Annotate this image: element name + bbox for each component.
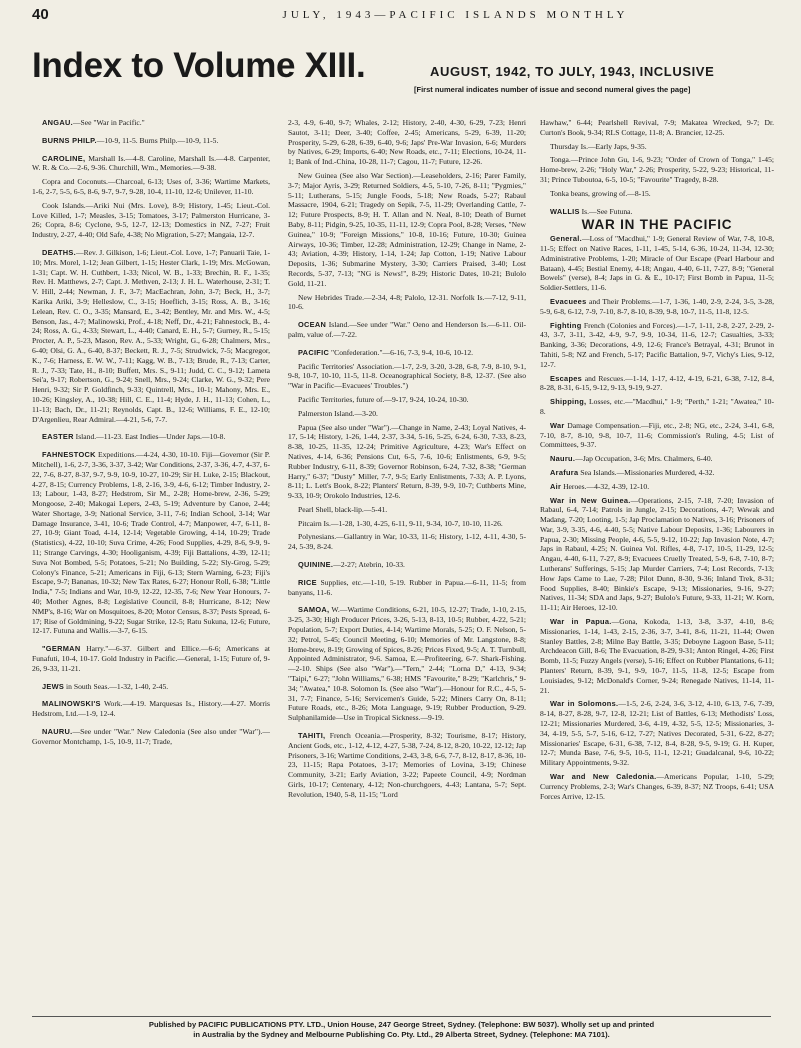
index-entry bbox=[540, 468, 774, 478]
index-entry bbox=[32, 177, 270, 197]
entry-headword: PACIFIC bbox=[298, 347, 330, 357]
entry-headword: War and New Caledonia. bbox=[550, 772, 657, 782]
publisher-footer bbox=[32, 1016, 771, 1044]
index-entry bbox=[540, 189, 774, 199]
entry-headword: Fighting bbox=[550, 320, 582, 330]
entry-headword: War in Papua. bbox=[550, 617, 612, 627]
entry-headword: Nauru. bbox=[550, 454, 576, 464]
index-entry bbox=[540, 454, 774, 464]
entry-headword: War in Solomons. bbox=[550, 699, 619, 709]
index-entry bbox=[288, 423, 526, 501]
index-entry bbox=[32, 644, 270, 673]
index-entry bbox=[288, 578, 526, 598]
index-entry bbox=[32, 136, 270, 146]
index-entry bbox=[32, 154, 270, 174]
index-entry bbox=[288, 519, 526, 529]
entry-text: Tonka beans, growing of.—8-15. bbox=[550, 188, 651, 198]
index-entry bbox=[288, 118, 526, 167]
entry-text: W.—Wartime Conditions, 6-21, 10-5, 12-27; Trade, 1-10, 2-15, 3-25, 3-30; High Producer Prices, 3-26, 5-13, 8-13, 10-5; Rubber, 4-22, 5-21; Population, 5-7; Export Duties, 4-14; Wartime Morals, 5-25; O. F. Nelson, 5-32; Petrol, 5-45; Council Meeting, 6-10; Memories of Mr. Langstone, 8-8; Home-brew, 8-19; Growing of Spices, 8-26; Prices Fixed, 9-5; A. T. Turnbull, Appointed Administrator, 9-6. Samoa, E.—Profiteering, 6-7. Shark-Fishing.—2-10. Ships (See also "War").—"Tern," 2-44; "Lorna D," 4-13, 9-34; "Taipi," 6-27; "John Williams," 6-38; HMS "Favourite," 8-29; "Karlchris," 9-34; "Awatea," 10-8. Solomon Is. (See also "War").—Honour for R.C., 4-5, 5-31, 7-7; Finance, 5-16; Servicemen's Guide, 5-22; Miners Carry On, 8-11; Future Roads, etc., 8-26; Mota Language, 9-19; Rubber Production, 9-29. Sulphanilamide—Use in Tropical Sickness.—9-19. bbox=[288, 605, 526, 723]
entry-headword: CAROLINE, bbox=[42, 153, 86, 163]
index-entry bbox=[32, 248, 270, 424]
entry-headword: "GERMAN bbox=[42, 644, 81, 654]
index-entry bbox=[288, 320, 526, 340]
entry-text: Pearl Shell, black-lip.—5-41. bbox=[298, 504, 388, 514]
entry-headword: Shipping, bbox=[550, 397, 587, 407]
entry-text: —Operations, 2-15, 7-18, 7-20; Invasion of Rabaul, 6-4, 7-14; Patrols in Jungle, 2-15; Decorations, 4-7; Wewak and Madang, 7-20; Looting, 1-5; Jap Proclamation to Natives, 3-16; Prisoners of War, 3-9, 3-35, 4-6, 4-40, 5-5; Native Labour Deposits, 1-36; Labourers in Papua, 2-30; Missing People, 4-6, 5-5, 9-12, 10-22; Jap Invasion Note, 4-7; Japs in Rabaul, 4-25; N. Guinea Vol. Rifles, 4-8, 7-17, 10-5, 11-29, 12-5; Angau, 4-40, 6-11, 7-27, 8-9; Evacuees Cruelly Treated, 5-9, 6-8, 7-10, 8-7; Lutherans' Sufferings, 5-15; Jap Murder Carriers, 7-4; Lost Records, 7-13; How Japs Came to Lae, 7-28; Pilot Dunn, 8-30, 9-36; Inland Trek, 8-31; Food Supplies, 8-40; Binkie's Escape, 9-13; Missionaries, 9-16, 9-27; Natives, 11-34; SDA and Japs, 9-27; Bulolo's Future, 9-33, 11-21; W. Korn, 11-11; Air Heroes, 12-10. bbox=[540, 495, 774, 613]
index-entry bbox=[540, 142, 774, 152]
entry-headword: MALINOWSKI'S bbox=[42, 699, 101, 709]
entry-text: Tonga.—Prince John Gu, 1-6, 9-23; "Order of Crown of Tonga," 1-45; Home-brew, 2-26; "Holy War," 2-26; Prosperity, 5-22, 9-23; Historical, 11-31; Prince Tuboutoa, 6-5, 10-5; "Favourite" Tragedy, 8-28. bbox=[540, 155, 774, 184]
index-note: [First numeral indicates number of issue and second numeral gives the page] bbox=[414, 85, 691, 94]
index-entry bbox=[540, 617, 774, 695]
entry-text: Papua (See also under "War").—Change in Name, 2-43; Loyal Natives, 4-17, 5-14; History, 1-26, 1-44, 2-37, 3-34, 5-16, 5-25, 6-24, 6-30, 7-33, 8-23, 8-38, 10-25, 11-35, 12-24; Primitive Agriculture, 4-23; War's Effect on Natives, 4-14, 6-36; Pensions Cut, 6-5, 7-6, 10-6; Enlistments, 6-9, 9-5; Rubber Industry, 6-11, 8-39; Governor Robinson, 6-24, 7-32, 8-38; "German Harry," 6-37; "Dusty" Miller, 7-7, 9-5; Early Enlistments, 7-33; A. P. Lyons, 8-11; L. Lett's Book, 8-22; Planters' Return, 8-39, 9-9, 10-7; Cuthberts Mine, 9-33, 10-9; Orokolo Industries, 12-6. bbox=[288, 422, 526, 501]
entry-text: —1-5, 2-6, 2-24, 3-6, 3-12, 4-10, 6-13, 7-6, 7-39, 8-14, 8-27, 8-28, 9-7, 12-8, 12-21; List of Battles, 6-13; Methodists' Loss, 12-21; Missionaries Murdered, 3-6, 4-19, 4-32, 5-5, 12-5; Missionaries, 3-34, 4-19, 5-5, 5-7, 5-16, 6-12, 7-27; Natives Decorated, 5-31, 6-22, 8-27; Missionaries' Escape, 6-31, 6-38, 7-12, 8-4, 8-28, 9-5, 9-19; G. H. Kuper, 12-7; Munda Base, 7-6, 9-5, 10-5, 11-1, 12-21; Guadalcanal, 9-6, 10-22; Military Appointments, 9-32. bbox=[540, 699, 774, 768]
entry-text: —2-27; Atebrin, 10-33. bbox=[333, 560, 405, 570]
index-column-1 bbox=[32, 118, 270, 1010]
page-number: 40 bbox=[32, 6, 49, 23]
entry-headword: EASTER bbox=[42, 432, 74, 442]
entry-text: Is.—See Futuna. bbox=[579, 206, 633, 216]
entry-text: and Rescues.—1-14, 1-17, 4-12, 4-19, 6-21, 6-38, 7-12, 8-4, 8-28, 8-31, 6-15, 9-12, 9-13, 9-19, 9-27. bbox=[540, 373, 774, 393]
index-entry bbox=[540, 155, 774, 184]
entry-text: Losses, etc.—"Macdhui," 1-9; "Perth," 1-21; "Awatea," 10-8. bbox=[540, 397, 774, 416]
entry-headword: FAHNESTOCK bbox=[42, 450, 96, 460]
index-entry bbox=[288, 409, 526, 419]
entry-headword: WALLIS bbox=[550, 206, 580, 216]
entry-text: —10-9, 11-5. Burns Philp.—10-9, 11-5. bbox=[96, 135, 219, 145]
index-entry bbox=[540, 496, 774, 614]
entry-text: —Jap Occupation, 3-6; Mrs. Chalmers, 6-40. bbox=[575, 454, 713, 464]
running-header bbox=[30, 6, 771, 24]
index-entry bbox=[32, 682, 270, 692]
index-entry bbox=[288, 348, 526, 358]
entry-text: and Their Problems.—1-7, 1-36, 1-40, 2-9, 2-24, 3-5, 3-28, 5-9, 6-8, 6-12, 7-9, 7-10, 8-7, 8-10, 8-39, 9-8, 10-7, 11-5, 11-8, 12-5. bbox=[540, 296, 774, 316]
index-entry bbox=[288, 362, 526, 391]
entry-text: —See under "War." New Caledonia (See also under "War").—Governor Montchamp, 1-5, 10-9, 11-7; Trade, bbox=[32, 727, 270, 746]
index-entry bbox=[540, 234, 774, 293]
entry-headword: Arafura bbox=[550, 467, 579, 477]
entry-text: Work.—4-19. Marquesas Is., History.—4-27. Morris Hedstrom, Ltd.—1-9, 12-4. bbox=[32, 699, 270, 719]
entry-text: Pitcairn Is.—1-28, 1-30, 4-25, 6-11, 9-11, 9-34, 10-7, 10-10, 11-26. bbox=[298, 518, 503, 528]
entry-text: 2-3, 4-9, 6-40, 9-7; Whales, 2-12; History, 2-40, 4-30, 6-29, 7-23; Henri Sautot, 3-11; Deer, 3-40; Coffee, 2-45; Americans, 5-29, 6-39, 11-20; Prosperity, 5-29, 6-28, 6-39, 6-40, 9-6; Japs' Pre-War Invasion, 6-6; Murders by Natives, 6-29; Imports, 6-40; New Roads, etc., 7-11; Elections, 10-24, 11-1; Bank of Ind.-China, 10-28, 11-7; Cagou, 11-7; Future, 12-26. bbox=[288, 118, 526, 167]
entry-text: Island.—11-23. East Indies—Under Japs.—10-8. bbox=[73, 432, 226, 442]
entry-headword: OCEAN bbox=[298, 320, 327, 330]
entry-text: Pacific Territories, future of.—9-17, 9-24, 10-24, 10-30. bbox=[298, 394, 469, 404]
index-entry bbox=[540, 374, 774, 394]
entry-headword: JEWS bbox=[42, 681, 65, 691]
index-entry bbox=[288, 605, 526, 723]
index-entry bbox=[32, 699, 270, 719]
entry-text: New Guinea (See also War Section).—Leaseholders, 2-16; Parer Family, 3-7; Major Ayris, 3-29; Returned Soldiers, 4-5, 5-10, 7-26, 8-11; "Pygmies," 5-11; Lutherans, 5-15; Jungle Foods, 5-18; New Roads, 5-27; Rabaul Massacre, 1904, 6-21; Tragedy on Sepik, 7-5, 11-29; Overlanding Cattle, 7-12; Future Prospects, 8-9; H. T. Allan and N. Neal, 8-10; Death of Burnet Baby, 8-11; Pidgin, 9-25, 10-35, 11-11, 12-9; Copra Pool, 8-28; Verses, "New Guinea," 10-9; "Foreign Missions," 10-8, 10-16; Future, 10-30; Guinea Airways, 10-36; Timber, 12-28; Administration, 12-29; Change in Name, 2-43; Aviation, 4-39; History, 1-14, 1-24; Jap Cotton, 1-19; Native Labour Deposits, 1-36; Submarine Mystery, 3-30; Carriers Praised, 3-40; Lost Records, 5-37, 7-13; "NG is News!", 8-29; Historic Dates, 10-21; Bulolo Gold, 11-21. bbox=[288, 170, 526, 288]
index-column-2 bbox=[288, 118, 526, 1010]
entry-headword: ANGAU. bbox=[42, 118, 73, 127]
entry-text: Sea Islands.—Missionaries Murdered, 4-32. bbox=[578, 467, 715, 477]
entry-headword: BURNS PHILP. bbox=[42, 135, 97, 145]
index-entry bbox=[540, 699, 774, 768]
entry-text: Island.—See under "War." Oeno and Henderson Is.—6-11. Oil-palm, value of.—7-22. bbox=[288, 320, 526, 339]
entry-text: French (Colonies and Forces).—1-7, 1-11, 2-8, 2-27, 2-29, 2-43, 3-7, 3-11, 3-42, 4-9, 9-7, 9-9, 10-34, 11-6, 12-7; Casualties, 3-33; Banking, 3-36; Decorations, 4-9, 12-6; France's Betrayal, 4-31; Brunot in Tahiti, 5-8; NZ and French, 5-17; Pacific Battalion, 9-7, Vichy's Lies, 9-12, 12-7. bbox=[540, 320, 774, 369]
index-entry bbox=[288, 395, 526, 405]
footer-line-1: Published by PACIFIC PUBLICATIONS PTY. LTD., Union House, 247 George Street, Sydney. (Telephone: BW 5037). Wholly set up and printed bbox=[148, 1020, 655, 1029]
entry-text: Hawhaw," 6-44; Pearlshell Revival, 7-9; Makatea Wrecked, 9-7; Dr. Curton's Book, 9-34; RLS Cottage, 11-8; A. Brancier, 12-25. bbox=[540, 118, 774, 137]
entry-text: Harry."—6-37. Gilbert and Ellice.—6-6; Americans at Funafuti, 10-4, 10-17. Gold Industry in Pacific.—General, 1-15; Future of, 9-26, 9-33, 11-21. bbox=[32, 644, 270, 673]
entry-text: —Loss of "Macdhui," 1-9; General Review of War, 7-8, 10-8, 11-5; Effect on Native Races, 1-11, 1-45, 5-14, 6-36, 10-24, 11-34, 12-30; Administrative Problems, 1-20; Miracle of Our Escape (Pearl Harbour and Bataan), 4-45; Bestial Enemy, 4-18; Angau, 4-40, 6-11, 7-27, 8-9; "General Bowels" (verse), 8-4; Japs in G. & E., 10-17; First Bomb in Papua, 11-5; Soldier-Settlers, 11-6. bbox=[540, 234, 774, 293]
entry-text: Damage Compensation.—Fiji, etc., 2-8; NG, etc., 2-24, 3-41, 6-8, 7-10, 8-7, 8-10, 9-8, 10-7, 11-6; Commission's Ruling, 4-5; List of Committees, 9-37. bbox=[540, 420, 774, 450]
index-entry bbox=[540, 321, 774, 370]
entry-text: —See "War in Pacific." bbox=[72, 118, 145, 127]
entry-headword: DEATHS. bbox=[42, 247, 76, 257]
entry-text: French Oceania.—Prosperity, 8-32; Tourisme, 8-17; History, Ancient Gods, etc., 1-12, 4-12, 4-27, 5-38, 7-24, 8-12, 8-20, 10-22, 12-12; Jap Prisoners, 3-16; Wartime Conditions, 2-43, 3-8, 6-6, 7-7, 8-12, 8-17, 8-36, 10-23, 11-15; Rapa Potatoes, 3-17; Memories of Lovina, 3-19; Chinese Community, 3-21; Early Aviation, 3-22; Papeete Council, 4-9; Nordman Girls, 10-17; Centenary, 4-12; Non-churchgoers, 4-43; Lantana, 5-7; Sept. Revolution, 1940, 5-8, 11-15; "Lord bbox=[288, 731, 526, 799]
entry-text: Expeditions.—4-24, 4-30, 10-10. Fiji—Governor (Sir P. Mitchell), 1-6, 2-7, 3-36, 3-37, 3-42; War Conditions, 2-37, 3-36, 4-7, 4-37, 6-22, 7-6, 8-27, 8-37, 9-7, 9-9, 10-9, 10-27, 10-29; Sir H. Luke, 2-15; Blackout, 4-27, 8-15; Currency Problems, 1-8, 2-16, 3-9, 4-6, 6-12; Timber Industry, 2-13; Labour, 1-43, 8-27; Hedstrom, Sir M., 2-28; Home-brew, 2-36, 5-29; Mongoose, 2-40; Makogai Lepers, 2-43, 5-19; Adventure by Canoe, 2-44; Water Shortage, 3-9; National Service, 3-11, 7-6; Indian School, 3-14; War Damage Insurance, 3-41, 10-6; Trade Control, 4-7; Manpower, 4-7, 6-11, 8-27, 10-9; Giant Toad, 4-14, 12-14; Vegetable Growing, 4-14, 10-29; Trade (Statistics), 4-22, 10-10; Suva Crime, 4-26; Food Supplies, 4-29, 8-6, 9-9, 9-11; Strange Carvings, 4-30; Hooliganism, 4-39; Fiji Battalions, 4-39, 12-11; Suva Not Bombed, 5-5; Potatoes, 5-21; No Building, 5-22; Sly-Grog, 5-29; Colony's Finance, 5-21; Americans in Fiji, 6-13; Stern Warning, 6-23; Fiji's Escape, 9-7; Bananas, 10-32; New Tax Rates, 6-27; Honour Roll, 6-38; "Little India," 7-5; Indians and War, 10-9, 12-22, 12-35, 7-6; New Year Honours, 7-40; Mother Agnes, 8-8; Legislative Council, 8-8; Hurricane, 8-12; New NMP's, 8-16; War on Mosquitoes, 8-20; Motor Census, 8-37; Pests Spread, 6-17; Rise of Goldmining, 9-22; Sugar Strike, 12-5; Ratu Sukuna, 12-6; Future, 12-17. Futuna and Wallis.—3-7, 6-15. bbox=[32, 450, 270, 636]
entry-text: —Americans Popular, 1-10, 5-29; Currency Problems, 2-3; War's Changes, 6-39, 8-37; NZ Troops, 6-41; USA Forces Arrive, 12-15. bbox=[540, 772, 774, 801]
entry-text: —Gona, Kokoda, 1-13, 3-8, 3-37, 4-10, 8-6; Missionaries, 1-14, 1-43, 2-15, 2-36, 3-7, 3-41, 8-6, 11-21, 11-44; Owen Stanley Battles, 2-8; Milne Bay Battle, 3-35; Deboyne Lagoon Base, 5-11; Archdeacon Gill, 8-6; The Evacuation, 8-29, 9-31; Anton Ringel, 4-26; First Bomb, 11-5; Fuzzy Angels (verse), 5-16; Effect on Rubber Plantations, 6-11; Planters' Return, 8-39, 9-1, 9-9, 10-7, 11-5, 11-8, 12-5; Escape from Louisiades, 9-12; McDonald's Corner, 9-24; Renegade Natives, 11-14, 11-21. bbox=[540, 617, 774, 695]
index-entry bbox=[32, 727, 270, 747]
entry-headword: NAURU. bbox=[42, 727, 73, 737]
entry-headword: SAMOA, bbox=[298, 605, 330, 615]
index-entry bbox=[288, 505, 526, 515]
index-entry bbox=[32, 118, 270, 128]
index-entry bbox=[540, 421, 774, 450]
index-entry bbox=[32, 450, 270, 636]
section-heading: WAR IN THE PACIFIC bbox=[581, 217, 733, 233]
entry-text: New Hebrides Trade.—2-34, 4-8; Palolo, 12-31. Norfolk Is.—7-12, 9-11, 10-6. bbox=[288, 292, 526, 312]
entry-text: Thursday Is.—Early Japs, 9-35. bbox=[550, 141, 647, 151]
index-entry bbox=[540, 397, 774, 417]
entry-text: Marshall Is.—4-8. Caroline, Marshall Is.—4-8. Carpenter, W. R. & Co.—2-6, 9-36. Churchill, Wm., Memories.—9-38. bbox=[32, 153, 270, 173]
index-entry bbox=[540, 772, 774, 801]
index-entry bbox=[288, 171, 526, 289]
index-entry bbox=[540, 297, 774, 317]
entry-headword: Escapes bbox=[550, 373, 583, 383]
index-entry bbox=[288, 731, 526, 800]
index-entry bbox=[540, 207, 774, 217]
entry-text: Supplies, etc.—1-10, 5-19. Rubber in Papua.—6-11, 11-5; from banyans, 11-6. bbox=[288, 577, 526, 597]
index-entry bbox=[288, 532, 526, 552]
index-title: Index to Volume XIII. bbox=[32, 46, 366, 85]
entry-headword: RICE bbox=[298, 577, 317, 587]
index-column-3 bbox=[540, 118, 774, 1010]
entry-text: Heroes.—4-32, 4-39, 12-10. bbox=[561, 481, 650, 491]
entry-text: in South Seas.—1-32, 1-40, 2-45. bbox=[64, 681, 169, 691]
entry-text: Pacific Territories' Association.—1-7, 2-9, 3-20, 3-28, 6-8, 7-9, 8-10, 9-1, 9-8, 10-7, 10-10, 11-5, 11-8. Oceanographical Society, 8-8, 12-37. (See also "War in Pacific—Evacuees' Troubles.") bbox=[288, 361, 526, 391]
entry-headword: Evacuees bbox=[550, 296, 587, 306]
entry-headword: General. bbox=[550, 234, 582, 244]
index-entry bbox=[540, 482, 774, 492]
entry-text: Palmerston Island.—3-20. bbox=[298, 408, 378, 418]
index-entry bbox=[32, 432, 270, 442]
index-entry bbox=[288, 560, 526, 570]
entry-text: Cook Islands.—Ariki Nui (Mrs. Love), 8-9; History, 1-45; Lieut.-Col. Love Killed, 1-7; Measles, 3-15; Tomatoes, 3-17; Palmerston Hurricane, 3-26; Copra, 8-6; Cyclone, 9-5, 12-7, 12-13; Domestics in NZ, 7-27; Fruit Industry, 2-27, 4-40; Old Safe, 4-38; No Migration, 5-27; Mangaia, 12-7. bbox=[32, 200, 270, 240]
index-entry bbox=[32, 201, 270, 240]
entry-text: "Confederation."—6-16, 7-3, 9-4, 10-6, 10-12. bbox=[329, 347, 474, 357]
running-title: JULY, 1943—PACIFIC ISLANDS MONTHLY bbox=[282, 9, 629, 21]
entry-text: Copra and Coconuts.—Charcoal, 6-13; Uses of, 3-36; Wartime Markets, 1-6, 2-7, 5-5, 6-5, 8-6, 9-7, 9-7, 9-28, 10-4, 11-10, 12-6; Unilever, 11-10. bbox=[32, 177, 270, 196]
entry-headword: TAHITI, bbox=[298, 731, 326, 741]
index-entry bbox=[288, 293, 526, 313]
entry-headword: War in New Guinea. bbox=[550, 495, 631, 505]
index-entry bbox=[540, 118, 774, 138]
entry-text: Polynesians.—Gallantry in War, 10-33, 11-6; History, 1-12, 4-11, 4-30, 5-24, 5-39, 8-24. bbox=[288, 532, 526, 552]
entry-headword: Air bbox=[550, 481, 562, 491]
date-range: AUGUST, 1942, TO JULY, 1943, INCLUSIVE bbox=[430, 64, 715, 79]
footer-line-2: in Australia by the Sydney and Melbourne Publishing Co. Pty. Ltd., 29 Alberta Street, Sydney. (Telephone: MA 7101). bbox=[193, 1030, 610, 1039]
entry-headword: War bbox=[550, 420, 565, 430]
entry-text: —Rev. J. Gilkison, 1-6; Lieut.-Col. Love, 1-7; Panuarii Taie, 1-10; Mrs. Morel, 1-12; Jean Gilbert, 1-15; Hester Clark, 1-19; Mrs. McGowan, 1-31; Capt. W. H. Cuthbert, 1-33; Nicol, W. B., 1-33; Brechin, R. F., 1-35; Rev. H. Matthews, 2-7; Capt. J. Methven, 2-13; J. H. L. Waterhouse, 2-31; T. V. Hill, 2-44; Newman, J. F., 3-7; MacEachran, John, 3-7; Beck, H., 3-7; Karika Ariki, 3-9; Helleslow, C., 3-15; Hoeflich, 3-15; Ross, A. B., 3-16; Lelean, Rev. C. O., 3-35; Mansard, E., 3-42; Bentley, Mr. and Mrs. W., 4-5; Benson, Jas., 4-7; Malinowski, Prof., 4-18; Neff, Dr., 4-21; Fahnestock, B., 4-24; Ross, A. G., 4-33; Stewart, L., 4-40; Canard, E. H., 5-7; Gurney, R., 5-15; Procter, A. P., 5-23, Mason, Rev. A., 5-33; Wright, G., 6-28; Chalmers, Mrs., 6-40; Olsi, G. A., 6-40, 8-37; Beckett, R. J., 7-5; Strudwick, 7-5; Macgregor, K., 7-6; Harness, E. W. W., 7-11; Kagg, W. B., 7-13; Brude, R., 7-13; Carter, R. J., 7-33; Tate, H., 8-10; Buffett, Mrs. S., 9-11; Judd, C. C., 9-12; Lameta Sei'a, 9-17; Robertson, G., 9-24; Snell, Mrs., 9-24; Clarke, W. G., 9-32; Pere Henri, 9-32; Sir P. Goldfinch, 9-33; Quintrell, Mrs., 10-1; Mahony, Mrs. E., 10-26; Kingsley, A., 10-38; Hill, C. E., 11-4; Hyde, J. H., 11-13; Cohen, L., 11-13; Bach, Dr., 11-21; Reynolds, Capt. B., 12-6; Williams, F. E., 12-10; D'Argenlieu, Rear Admiral.—4-21, 5-6, 7-7. bbox=[32, 247, 270, 424]
entry-headword: QUININE. bbox=[298, 560, 334, 570]
